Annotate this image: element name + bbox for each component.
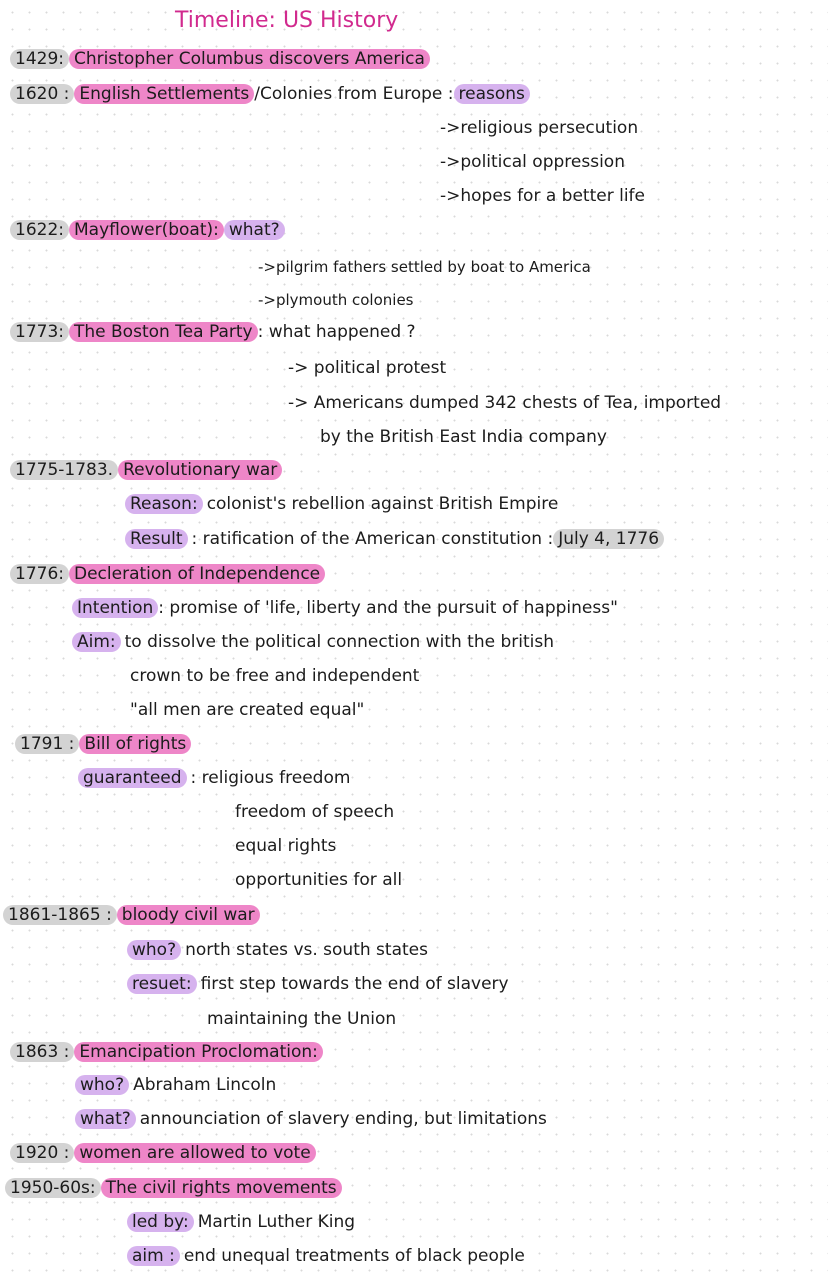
year-badge: 1861-1865 : — [3, 905, 117, 925]
year-badge: 1950-60s: — [5, 1178, 101, 1198]
detail-text: Martin Luther King — [197, 1212, 356, 1232]
note: "all men are created equal" — [130, 700, 365, 720]
note: -> Americans dumped 342 chests of Tea, imported — [288, 393, 722, 413]
detail-text: announciation of slavery ending, but limitations — [139, 1109, 547, 1129]
year-badge: 1620 : — [10, 84, 74, 104]
year-badge: 1429: — [10, 49, 69, 69]
event-title: Revolutionary war — [118, 460, 282, 480]
entry-1863 — [10, 1040, 323, 1064]
event-title: Emancipation Proclomation: — [74, 1042, 322, 1062]
event-subtitle: /Colonies from Europe : — [254, 84, 454, 104]
note: by the British East India company — [320, 427, 607, 447]
detail-row — [72, 630, 554, 654]
event-title: bloody civil war — [117, 905, 260, 925]
year-badge: 1775-1783. — [10, 460, 118, 480]
note: ->political oppression — [440, 152, 625, 172]
detail-row — [127, 938, 428, 962]
detail-text: Abraham Lincoln — [133, 1075, 277, 1095]
note: crown to be free and independent — [130, 666, 420, 686]
entry-1429 — [10, 47, 430, 71]
detail-text: : ratification of the American constitution : — [191, 529, 554, 549]
detail-text: end unequal treatments of black people — [183, 1246, 525, 1266]
year-badge: 1863 : — [10, 1042, 74, 1062]
detail-row — [127, 1244, 525, 1268]
event-title: Mayflower(boat): — [69, 220, 224, 240]
note: ->pilgrim fathers settled by boat to America — [258, 258, 591, 276]
entry-1622 — [10, 218, 285, 242]
event-title: The Boston Tea Party — [69, 322, 258, 342]
year-badge: 1776: — [10, 564, 69, 584]
detail-label: guaranteed — [78, 768, 187, 788]
note: ->religious persecution — [440, 118, 639, 138]
detail-row — [75, 1107, 547, 1131]
entry-1861-1865 — [3, 903, 260, 927]
entry-1920 — [10, 1141, 316, 1165]
event-title: Decleration of Independence — [69, 564, 325, 584]
entry-1791 — [15, 732, 191, 756]
detail-text: colonist's rebellion against British Empire — [206, 494, 559, 514]
entry-1776 — [10, 562, 325, 586]
detail-row — [72, 596, 618, 620]
detail-row — [78, 766, 350, 790]
detail-label: who? — [127, 940, 181, 960]
detail-text: to dissolve the political connection with the british — [124, 632, 554, 652]
note: equal rights — [235, 836, 337, 856]
detail-row — [125, 527, 664, 551]
detail-label: aim : — [127, 1246, 180, 1266]
detail-label: resuet: — [127, 974, 197, 994]
detail-row — [127, 972, 509, 996]
event-title: The civil rights movements — [101, 1178, 342, 1198]
detail-text: : religious freedom — [190, 768, 351, 788]
entry-1773 — [10, 320, 416, 344]
detail-label: led by: — [127, 1212, 194, 1232]
note: opportunities for all — [235, 870, 403, 890]
detail-row — [127, 1210, 355, 1234]
event-label: reasons — [454, 84, 530, 104]
event-label: what? — [224, 220, 285, 240]
note: maintaining the Union — [207, 1009, 397, 1029]
year-badge: 1773: — [10, 322, 69, 342]
date-badge: July 4, 1776 — [553, 529, 664, 549]
year-badge: 1622: — [10, 220, 69, 240]
entry-1775-1783 — [10, 458, 282, 482]
note: ->hopes for a better life — [440, 186, 645, 206]
detail-row — [75, 1073, 276, 1097]
note: freedom of speech — [235, 802, 395, 822]
detail-label: what? — [75, 1109, 136, 1129]
event-title: Bill of rights — [79, 734, 191, 754]
note: ->plymouth colonies — [258, 291, 414, 309]
year-badge: 1791 : — [15, 734, 79, 754]
event-title: women are allowed to vote — [74, 1143, 315, 1163]
detail-row — [125, 492, 558, 516]
detail-text: first step towards the end of slavery — [200, 974, 509, 994]
detail-label: Intention — [72, 598, 158, 618]
detail-label: Result — [125, 529, 188, 549]
entry-1620 — [10, 82, 530, 106]
event-title: English Settlements — [74, 84, 254, 104]
event-subtitle: : what happened ? — [257, 322, 416, 342]
detail-text: north states vs. south states — [185, 940, 428, 960]
detail-label: who? — [75, 1075, 129, 1095]
year-badge: 1920 : — [10, 1143, 74, 1163]
detail-label: Aim: — [72, 632, 121, 652]
detail-label: Reason: — [125, 494, 203, 514]
entry-1950-60s — [5, 1176, 342, 1200]
page-title: Timeline: US History — [175, 8, 399, 33]
event-title: Christopher Columbus discovers America — [69, 49, 430, 69]
detail-text: : promise of 'life, liberty and the pursuit of happiness" — [158, 598, 618, 618]
note: -> political protest — [288, 358, 447, 378]
